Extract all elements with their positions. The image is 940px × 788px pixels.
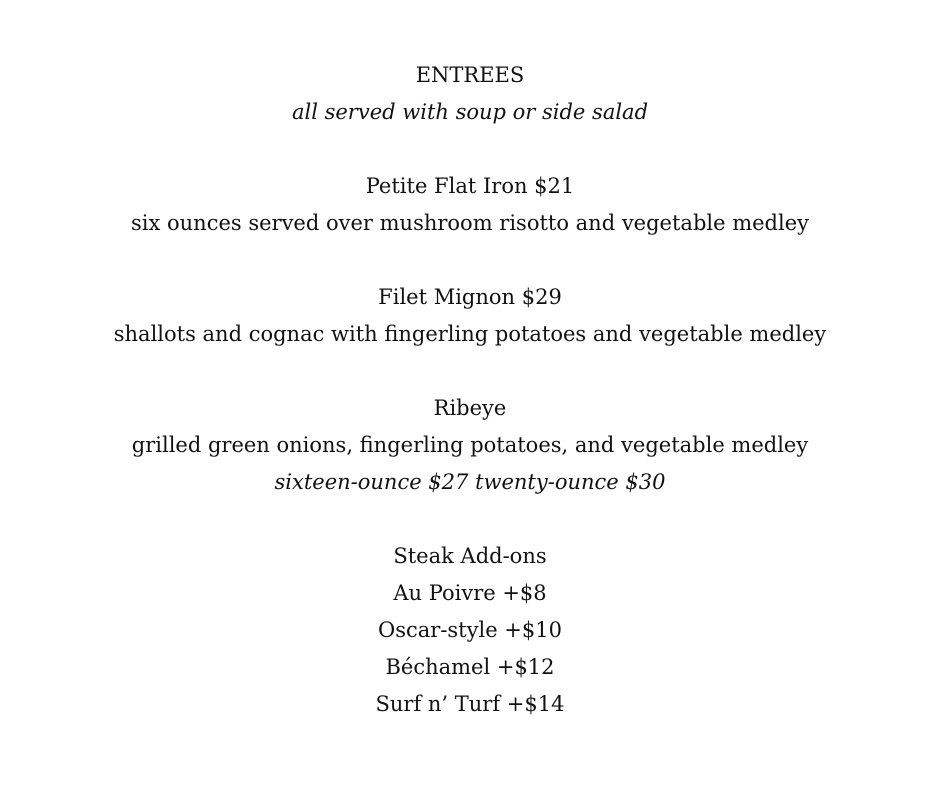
menu-page	[0, 57, 940, 723]
addons-title: Steak Add-ons	[393, 544, 547, 568]
spacer	[0, 131, 940, 168]
spacer	[0, 501, 940, 538]
menu-item-price-note-ribeye: sixteen-ounce $27 twenty-ounce $30	[274, 470, 666, 494]
menu-item-name-ribeye: Ribeye	[433, 396, 507, 420]
addon-item-surf-n-turf: Surf n’ Turf +$14	[375, 692, 565, 716]
menu-item-name-filet-mignon: Filet Mignon $29	[378, 285, 562, 309]
menu-item-description-ribeye: grilled green onions, fingerling potatoes, and vegetable medley	[131, 433, 809, 457]
addon-item-au-poivre: Au Poivre +$8	[393, 581, 547, 605]
spacer	[0, 242, 940, 279]
section-subtitle: all served with soup or side salad	[291, 100, 649, 124]
menu-item-name-petite-flat-iron: Petite Flat Iron $21	[365, 174, 575, 198]
menu-item-description-petite-flat-iron: six ounces served over mushroom risotto and vegetable medley	[130, 211, 809, 235]
addon-item-oscar-style: Oscar-style +$10	[378, 618, 562, 642]
spacer	[0, 353, 940, 390]
addon-item-bechamel: Béchamel +$12	[385, 655, 555, 679]
section-title: ENTREES	[415, 63, 525, 87]
menu-item-description-filet-mignon: shallots and cognac with fingerling potatoes and vegetable medley	[113, 322, 827, 346]
